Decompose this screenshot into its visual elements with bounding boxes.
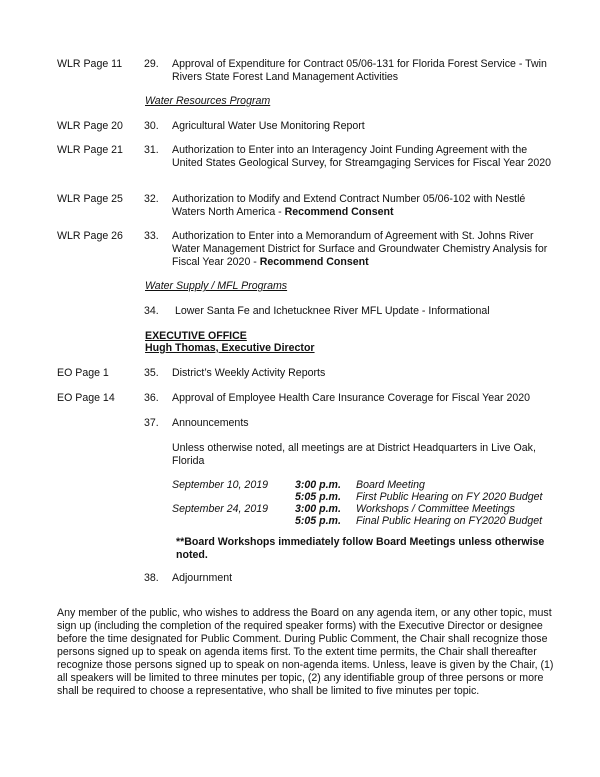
schedule-row xyxy=(172,515,572,527)
item-text: Approval of Expenditure for Contract 05/06-131 for Florida Forest Service - Twin Rivers State Forest Land Management Activities xyxy=(172,58,547,83)
schedule-time: 5:05 p.m. xyxy=(295,491,341,503)
page-reference: EO Page 14 xyxy=(57,392,115,404)
meeting-schedule xyxy=(172,479,572,527)
schedule-row xyxy=(172,479,572,491)
schedule-row xyxy=(172,503,572,515)
schedule-time: 3:00 p.m. xyxy=(295,503,341,515)
schedule-row xyxy=(172,491,572,503)
page-reference: EO Page 1 xyxy=(57,367,109,379)
executive-office-heading: EXECUTIVE OFFICE xyxy=(145,330,247,342)
item-text: Adjournment xyxy=(172,572,233,584)
item-text: Agricultural Water Use Monitoring Report xyxy=(172,120,365,132)
item-text: Authorization to Enter into a Memorandum of Agreement with St. Johns River Water Management District for Surface and Groundwater Chemistry Analysis for Fiscal Year 2020 - Recommend Consent xyxy=(172,230,548,268)
page-reference: WLR Page 26 xyxy=(57,230,123,242)
schedule-time: 3:00 p.m. xyxy=(295,479,341,491)
item-text: Lower Santa Fe and Ichetucknee River MFL Update - Informational xyxy=(175,305,490,317)
item-number: 34. xyxy=(144,305,159,317)
item-number: 36. xyxy=(144,392,159,404)
schedule-event: Workshops / Committee Meetings xyxy=(356,503,515,515)
item-text: District’s Weekly Activity Reports xyxy=(172,367,326,379)
section-heading-water-supply: Water Supply / MFL Programs xyxy=(145,280,288,292)
item-text: Authorization to Modify and Extend Contract Number 05/06-102 with Nestlé Waters North America - Recommend Consent xyxy=(172,193,526,218)
public-comment-paragraph: Any member of the public, who wishes to address the Board on any agenda item, or any other topic, must sign up (including the completion of the required speaker forms) with the Executive Director or designee before the time designated for Public Comment. During Public Comment, the Chair shall recognize those persons signed up to speak on agenda items first. To the extent time permits, the Chair shall thereafter recognize those persons signed up to speak on non-agenda items. Unless, leave is given by the Chair, (1) all speakers will be limited to three minutes per topic, (2) any identifiable group of three persons or more shall be required to choose a representative, who shall be limited to five minutes per topic. xyxy=(57,607,554,697)
schedule-time: 5:05 p.m. xyxy=(295,515,341,527)
recommend-consent-label: Recommend Consent xyxy=(259,256,369,268)
page-reference: WLR Page 21 xyxy=(57,144,123,156)
section-heading-water-resources: Water Resources Program xyxy=(145,95,271,107)
schedule-event: First Public Hearing on FY 2020 Budget xyxy=(356,491,543,503)
item-number: 32. xyxy=(144,193,159,205)
item-text: Approval of Employee Health Care Insurance Coverage for Fiscal Year 2020 xyxy=(172,392,531,404)
item-number: 33. xyxy=(144,230,159,242)
item-number: 35. xyxy=(144,367,159,379)
page-reference: WLR Page 11 xyxy=(57,58,123,70)
item-number: 37. xyxy=(144,417,159,429)
item-number: 30. xyxy=(144,120,159,132)
schedule-event: Final Public Hearing on FY2020 Budget xyxy=(356,515,543,527)
workshops-note: **Board Workshops immediately follow Board Meetings unless otherwise noted. xyxy=(176,536,545,561)
item-text: Authorization to Enter into an Interagency Joint Funding Agreement with the United States Geological Survey, for Streamgaging Services for Fiscal Year 2020 xyxy=(172,144,552,169)
schedule-date: September 24, 2019 xyxy=(172,503,269,515)
schedule-event: Board Meeting xyxy=(356,479,425,491)
item-number: 31. xyxy=(144,144,159,156)
schedule-date: September 10, 2019 xyxy=(172,479,269,491)
item-number: 38. xyxy=(144,572,159,584)
page-reference: WLR Page 20 xyxy=(57,120,123,132)
item-number: 29. xyxy=(144,58,159,70)
recommend-consent-label: Recommend Consent xyxy=(284,206,394,218)
meeting-location-note: Unless otherwise noted, all meetings are at District Headquarters in Live Oak, Florida xyxy=(172,442,536,467)
executive-director-heading: Hugh Thomas, Executive Director xyxy=(145,342,315,354)
page-reference: WLR Page 25 xyxy=(57,193,123,205)
item-text: Announcements xyxy=(172,417,249,429)
